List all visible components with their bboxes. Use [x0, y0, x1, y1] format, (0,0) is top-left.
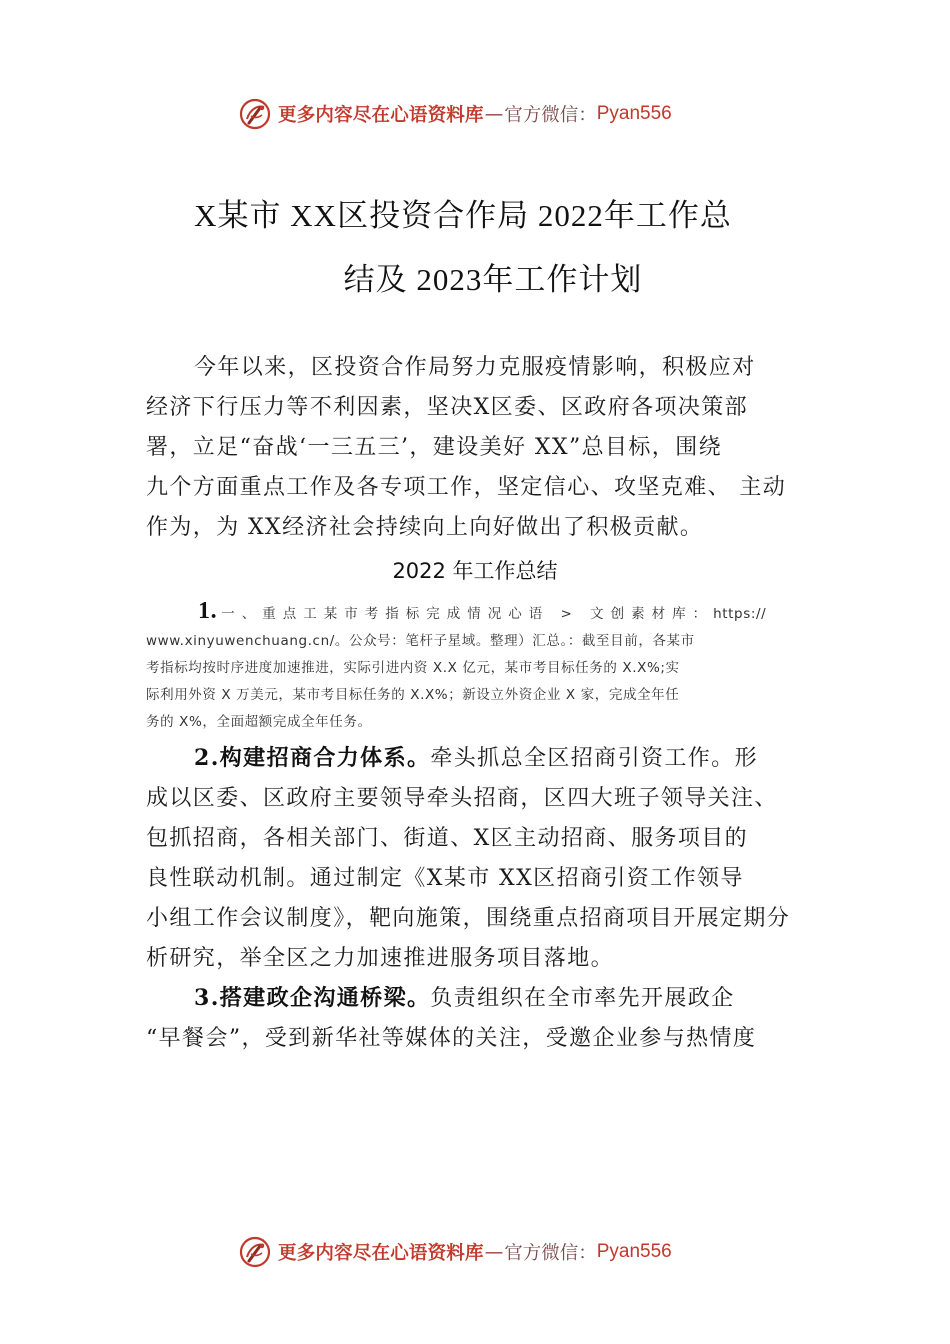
item-3-paragraph [146, 978, 826, 1059]
intro-line: 署，立足“奋战‘一三五三’，建设美好 XX”总目标，围绕 [146, 435, 722, 460]
item-1-heading: 一、重点工某市考指标完成情况心语 > 文创素材库： [221, 606, 714, 622]
document-title-line-2: 结及 2023年工作计划 [343, 262, 643, 297]
banner-wechat-id: Pyan556 [596, 1241, 672, 1262]
item-3-heading: 3.搭建政企沟通桥梁。 [194, 985, 431, 1011]
item-1-line: www.xinyuwenchuang.cn/。公众号：笔杆子星域。整理）汇总。：截至目前，各某市 [146, 633, 695, 649]
footer-banner [238, 1234, 672, 1270]
intro-line: 九个方面重点工作及各专项工作，坚定信心、攻坚克难、 主动 [146, 475, 787, 500]
logo-emblem-icon [238, 1235, 272, 1269]
item-3-line: “早餐会”，受到新华社等媒体的关注，受邀企业参与热情度 [146, 1026, 757, 1051]
item-2-line: 小组工作会议制度》，靶向施策，围绕重点招商项目开展定期分 [146, 906, 791, 931]
item-3-first-rest: 负责组织在全市率先开展政企 [430, 986, 735, 1011]
item-3-first-line [146, 978, 826, 1019]
item-2-line: 包抓招商，各相关部门、街道、X区主动招商、服务项目的 [146, 826, 749, 851]
logo-emblem-icon [238, 97, 272, 131]
banner-text: 更多内容尽在心语资料库 [278, 105, 484, 126]
item-2-line: 良性联动机制。通过制定《X某市 XX区招商引资工作领导 [146, 866, 744, 891]
item-1-paragraph [146, 598, 814, 736]
item-1-url: https:// [713, 606, 767, 622]
banner-wechat-id: Pyan556 [596, 103, 672, 124]
banner-separator: — [484, 103, 504, 125]
item-1-first-line [146, 598, 814, 628]
item-2-heading: 2.构建招商合力体系。 [194, 745, 431, 771]
banner-text: 更多内容尽在心语资料库 [278, 1243, 484, 1264]
banner-wechat-label: 官方微信： [504, 1243, 597, 1264]
intro-line: 今年以来，区投资合作局努力克服疫情影响，积极应对 [194, 355, 756, 380]
item-1-line: 务的 X%，全面超额完成全年任务。 [146, 714, 372, 730]
document-title-line-1: X某市 XX区投资合作局 2022年工作总 [194, 198, 732, 233]
header-banner [238, 96, 672, 132]
item-1-line: 考指标均按时序进度加速推进，实际引进内资 X.X 亿元，某市考目标任务的 X.X%;实 [146, 660, 680, 676]
item-2-first-rest: 牵头抓总全区招商引资工作。形 [430, 746, 758, 771]
item-2-paragraph [146, 738, 826, 979]
banner-separator: — [484, 1241, 504, 1263]
item-2-line: 析研究，举全区之力加速推进服务项目落地。 [146, 946, 615, 971]
item-2-line: 成以区委、区政府主要领导牵头招商，区四大班子领导关注、 [146, 786, 778, 811]
item-1-number: 1. [198, 598, 218, 624]
item-1-line: 际利用外资 X 万美元，某市考目标任务的 X.X%；新设立外资企业 X 家，完成全年任 [146, 687, 680, 703]
intro-paragraph [146, 348, 826, 548]
intro-line: 作为，为 XX经济社会持续向上向好做出了积极贡献。 [146, 515, 704, 540]
intro-line: 经济下行压力等不利因素，坚决X区委、区政府各项决策部 [146, 395, 749, 420]
banner-wechat-label: 官方微信： [504, 105, 597, 126]
section-heading: 2022 年工作总结 [392, 559, 558, 583]
item-2-first-line [146, 738, 826, 779]
